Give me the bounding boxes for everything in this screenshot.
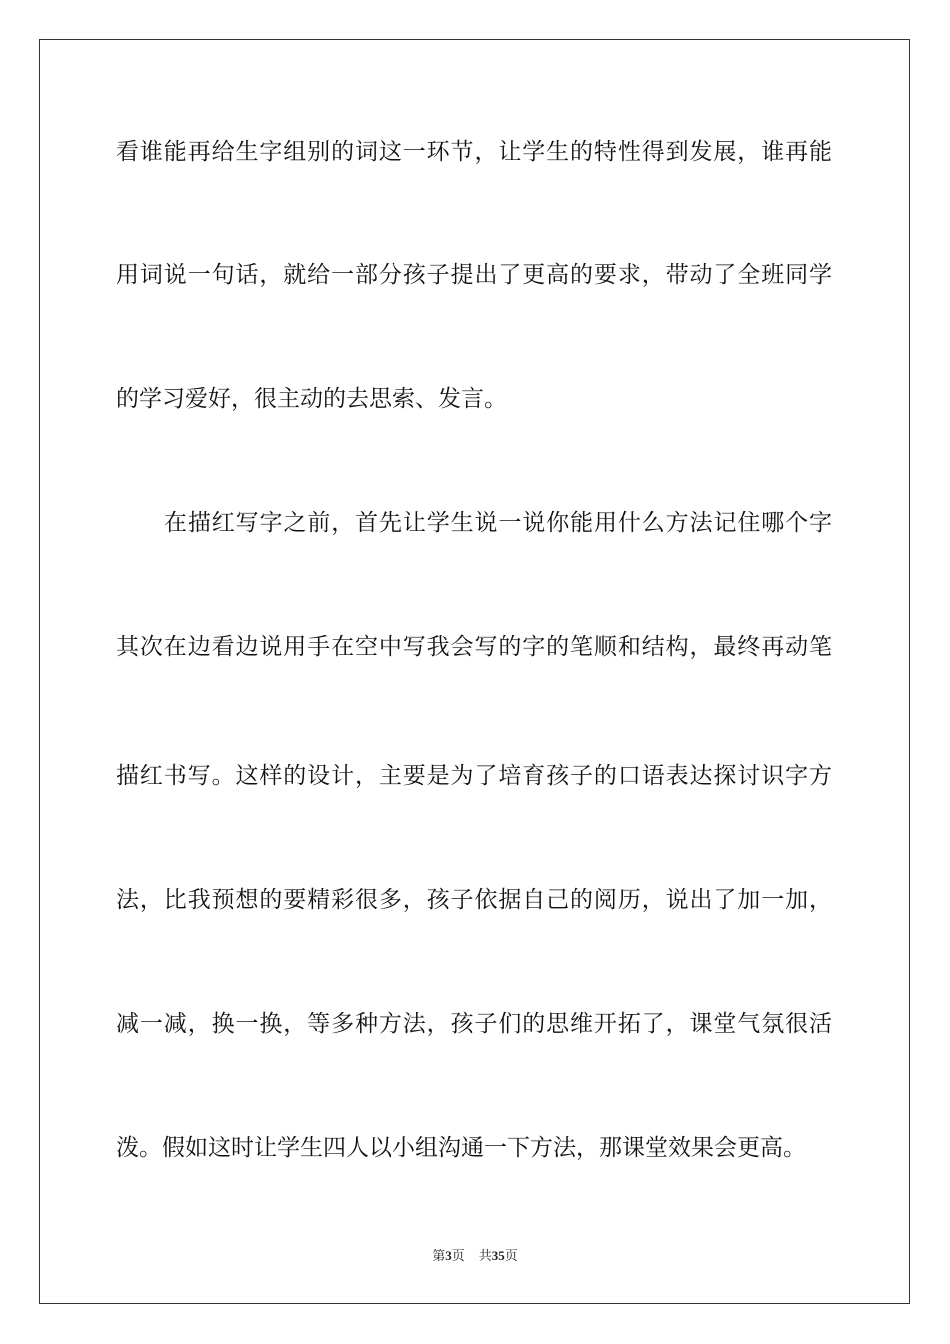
page-prefix: 第 bbox=[432, 1249, 446, 1264]
paragraph-2-line-5: 减一减，换一换，等多种方法，孩子们的思维开拓了，课堂气氛很活 bbox=[116, 1011, 832, 1037]
paragraph-1-line-1: 看谁能再给生字组别的词这一环节，让学生的特性得到发展，谁再能 bbox=[116, 139, 832, 165]
paragraph-2-line-4: 法，比我预想的要精彩很多，孩子依据自己的阅历，说出了加一加， bbox=[116, 887, 832, 913]
paragraph-2-line-6: 泼。假如这时让学生四人以小组沟通一下方法，那课堂效果会更高。 bbox=[116, 1135, 806, 1161]
total-suffix: 页 bbox=[504, 1249, 518, 1264]
paragraph-1-line-3: 的学习爱好，很主动的去思索、发言。 bbox=[116, 386, 507, 412]
paragraph-2-line-2: 其次在边看边说用手在空中写我会写的字的笔顺和结构，最终再动笔 bbox=[116, 634, 832, 660]
page-suffix: 页 bbox=[451, 1249, 465, 1264]
paragraph-2-line-1: 在描红写字之前，首先让学生说一说你能用什么方法记住哪个字 bbox=[164, 510, 832, 536]
current-page-number: 3 bbox=[445, 1248, 452, 1263]
total-prefix: 共 bbox=[478, 1249, 492, 1264]
page-border bbox=[39, 39, 910, 1304]
page-number-footer bbox=[0, 1247, 950, 1266]
paragraph-2-line-3: 描红书写。这样的设计，主要是为了培育孩子的口语表达探讨识字方 bbox=[116, 763, 832, 789]
total-page-count: 35 bbox=[491, 1248, 505, 1263]
paragraph-1-line-2: 用词说一句话，就给一部分孩子提出了更高的要求，带动了全班同学 bbox=[116, 262, 832, 288]
